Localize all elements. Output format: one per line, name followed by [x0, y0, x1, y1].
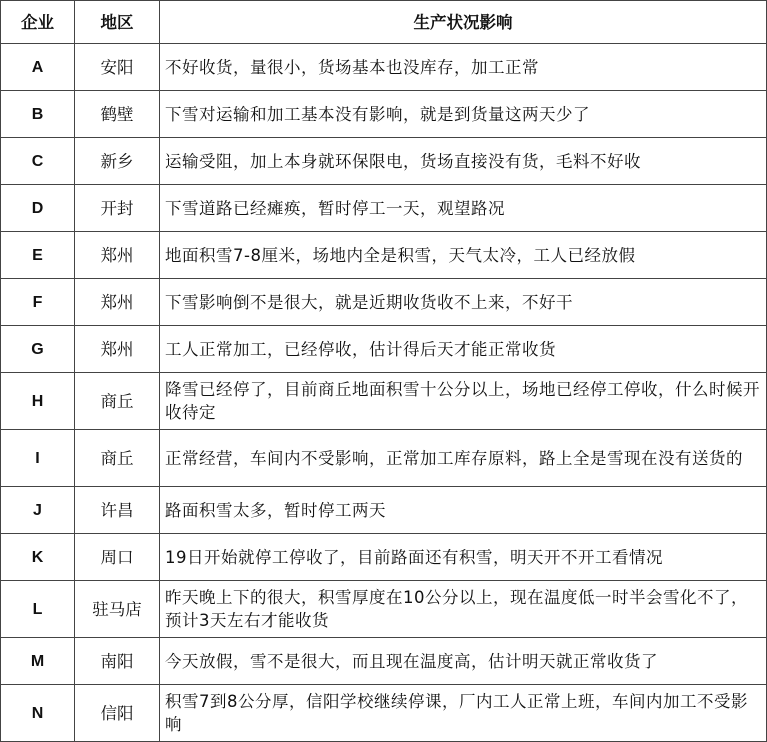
company-cell: J — [1, 487, 75, 534]
region-cell: 郑州 — [75, 279, 160, 326]
region-cell: 郑州 — [75, 232, 160, 279]
impact-cell: 积雪7到8公分厚，信阳学校继续停课，厂内工人正常上班，车间内加工不受影响 — [160, 685, 767, 742]
company-cell: K — [1, 534, 75, 581]
company-cell: C — [1, 138, 75, 185]
region-cell: 信阳 — [75, 685, 160, 742]
impact-cell: 工人正常加工，已经停收，估计得后天才能正常收货 — [160, 326, 767, 373]
table-row — [1, 581, 767, 638]
impact-cell: 地面积雪7-8厘米，场地内全是积雪，天气太冷，工人已经放假 — [160, 232, 767, 279]
table-row — [1, 685, 767, 742]
table-row — [1, 373, 767, 430]
header-row — [1, 1, 767, 44]
region-cell: 商丘 — [75, 430, 160, 487]
table-row — [1, 138, 767, 185]
table-row — [1, 326, 767, 373]
company-cell: B — [1, 91, 75, 138]
region-cell: 新乡 — [75, 138, 160, 185]
region-cell: 许昌 — [75, 487, 160, 534]
header-region: 地区 — [75, 1, 160, 44]
header-impact: 生产状况影响 — [160, 1, 767, 44]
company-cell: H — [1, 373, 75, 430]
company-cell: E — [1, 232, 75, 279]
company-cell: G — [1, 326, 75, 373]
company-cell: D — [1, 185, 75, 232]
region-cell: 郑州 — [75, 326, 160, 373]
company-cell: M — [1, 638, 75, 685]
table-row — [1, 44, 767, 91]
region-cell: 南阳 — [75, 638, 160, 685]
company-cell: F — [1, 279, 75, 326]
region-cell: 周口 — [75, 534, 160, 581]
table-row — [1, 279, 767, 326]
impact-cell: 下雪对运输和加工基本没有影响，就是到货量这两天少了 — [160, 91, 767, 138]
header-company: 企业 — [1, 1, 75, 44]
company-cell: A — [1, 44, 75, 91]
region-cell: 安阳 — [75, 44, 160, 91]
impact-cell: 降雪已经停了，目前商丘地面积雪十公分以上，场地已经停工停收，什么时候开收待定 — [160, 373, 767, 430]
table-row — [1, 430, 767, 487]
impact-cell: 路面积雪太多，暂时停工两天 — [160, 487, 767, 534]
impact-cell: 下雪道路已经瘫痪，暂时停工一天，观望路况 — [160, 185, 767, 232]
table-row — [1, 638, 767, 685]
company-cell: L — [1, 581, 75, 638]
impact-cell: 下雪影响倒不是很大，就是近期收货收不上来，不好干 — [160, 279, 767, 326]
table-row — [1, 91, 767, 138]
impact-cell: 19日开始就停工停收了，目前路面还有积雪，明天开不开工看情况 — [160, 534, 767, 581]
region-cell: 商丘 — [75, 373, 160, 430]
impact-cell: 昨天晚上下的很大，积雪厚度在10公分以上，现在温度低一时半会雪化不了，预计3天左右才能收货 — [160, 581, 767, 638]
region-cell: 鹤壁 — [75, 91, 160, 138]
impact-cell: 运输受阻，加上本身就环保限电，货场直接没有货，毛料不好收 — [160, 138, 767, 185]
table-row — [1, 232, 767, 279]
region-cell: 驻马店 — [75, 581, 160, 638]
table-row — [1, 185, 767, 232]
company-cell: N — [1, 685, 75, 742]
table-row — [1, 534, 767, 581]
impact-cell: 不好收货，量很小，货场基本也没库存，加工正常 — [160, 44, 767, 91]
region-cell: 开封 — [75, 185, 160, 232]
company-cell: I — [1, 430, 75, 487]
impact-cell: 正常经营，车间内不受影响，正常加工库存原料，路上全是雪现在没有送货的 — [160, 430, 767, 487]
table-row — [1, 487, 767, 534]
impact-cell: 今天放假，雪不是很大，而且现在温度高，估计明天就正常收货了 — [160, 638, 767, 685]
